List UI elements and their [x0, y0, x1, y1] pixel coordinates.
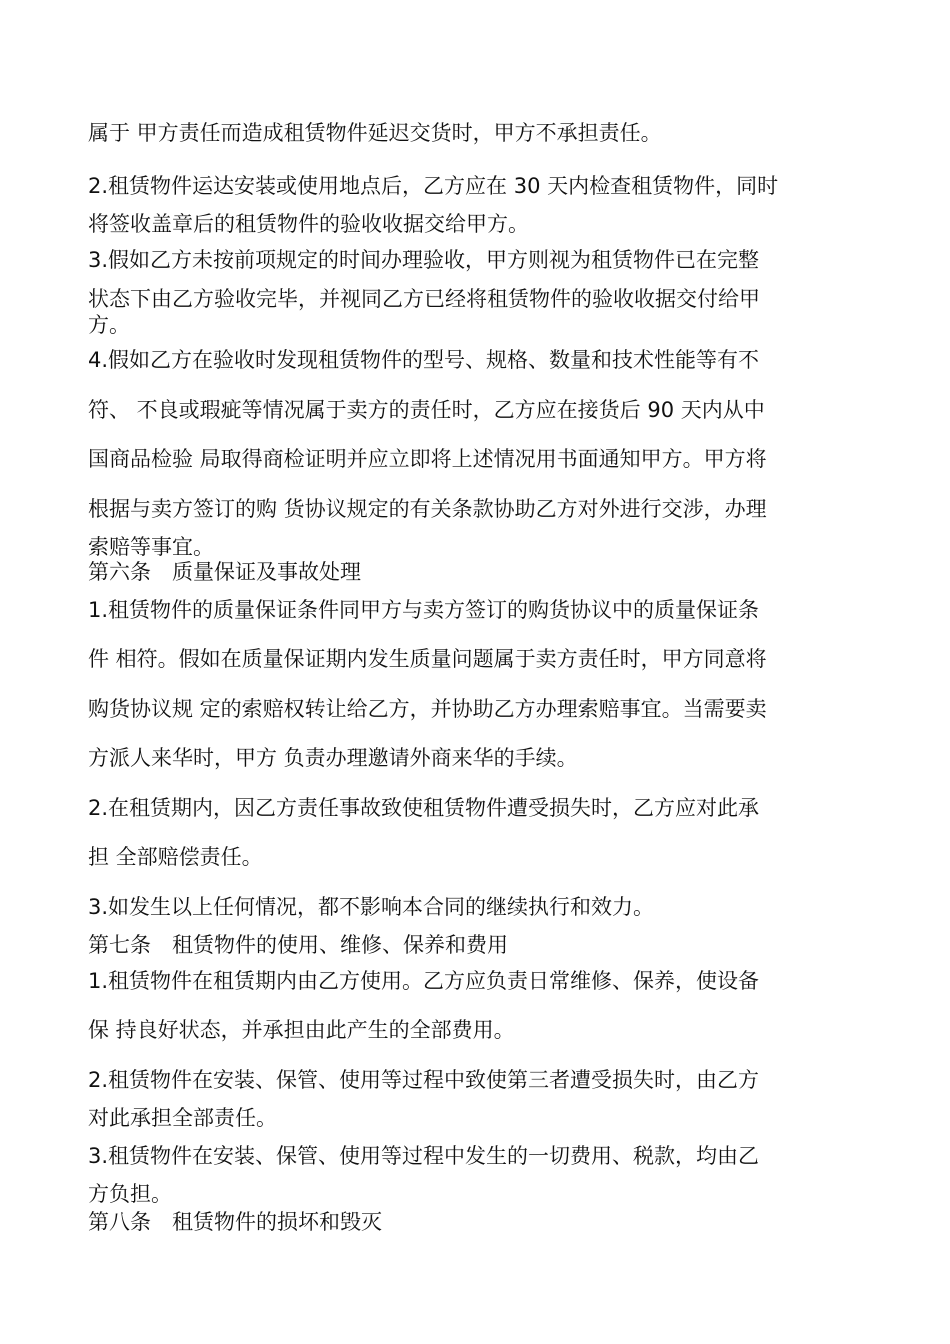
text-line: 将签收盖章后的租赁物件的验收收据交给甲方。	[88, 212, 529, 236]
text-line: 索赔等事宜。	[88, 535, 214, 559]
text-line: 件 相符。假如在质量保证期内发生质量问题属于卖方责任时，甲方同意将	[88, 647, 767, 671]
text-line: 保 持良好状态，并承担由此产生的全部费用。	[88, 1018, 515, 1042]
text-line: 根据与卖方签订的购 货协议规定的有关条款协助乙方对外进行交涉，办理	[88, 497, 767, 521]
text-line: 1.租赁物件在租赁期内由乙方使用。乙方应负责日常维修、保养，使设备	[88, 969, 760, 993]
text-line: 担 全部赔偿责任。	[88, 845, 263, 869]
text-line: 3.假如乙方未按前项规定的时间办理验收，甲方则视为租赁物件已在完整	[88, 248, 760, 272]
section-heading: 第七条 租赁物件的使用、维修、保养和费用	[88, 933, 508, 957]
text-line: 状态下由乙方验收完毕，并视同乙方已经将租赁物件的验收收据交付给甲	[88, 287, 760, 311]
text-line: 属于 甲方责任而造成租赁物件延迟交货时，甲方不承担责任。	[88, 121, 662, 145]
text-line: 3.租赁物件在安装、保管、使用等过程中发生的一切费用、税款，均由乙	[88, 1144, 760, 1168]
text-line: 2.在租赁期内，因乙方责任事故致使租赁物件遭受损失时，乙方应对此承	[88, 796, 760, 820]
text-line: 2.租赁物件运达安装或使用地点后，乙方应在 30 天内检查租赁物件，同时	[88, 174, 779, 198]
section-heading: 第六条 质量保证及事故处理	[88, 560, 361, 584]
text-line: 1.租赁物件的质量保证条件同甲方与卖方签订的购货协议中的质量保证条	[88, 598, 760, 622]
text-line: 方派人来华时，甲方 负责办理邀请外商来华的手续。	[88, 746, 578, 770]
text-line: 2.租赁物件在安装、保管、使用等过程中致使第三者遭受损失时，由乙方	[88, 1068, 760, 1092]
text-line: 3.如发生以上任何情况，都不影响本合同的继续执行和效力。	[88, 895, 655, 919]
text-line: 4.假如乙方在验收时发现租赁物件的型号、规格、数量和技术性能等有不	[88, 348, 760, 372]
text-line: 对此承担全部责任。	[88, 1106, 277, 1130]
text-line: 方负担。	[88, 1182, 172, 1206]
section-heading: 第八条 租赁物件的损坏和毁灭	[88, 1210, 382, 1234]
text-line: 国商品检验 局取得商检证明并应立即将上述情况用书面通知甲方。甲方将	[88, 447, 767, 471]
text-line: 方。	[88, 313, 130, 337]
text-line: 购货协议规 定的索赔权转让给乙方，并协助乙方办理索赔事宜。当需要卖	[88, 697, 767, 721]
text-line: 符、 不良或瑕疵等情况属于卖方的责任时，乙方应在接货后 90 天内从中	[88, 398, 765, 422]
